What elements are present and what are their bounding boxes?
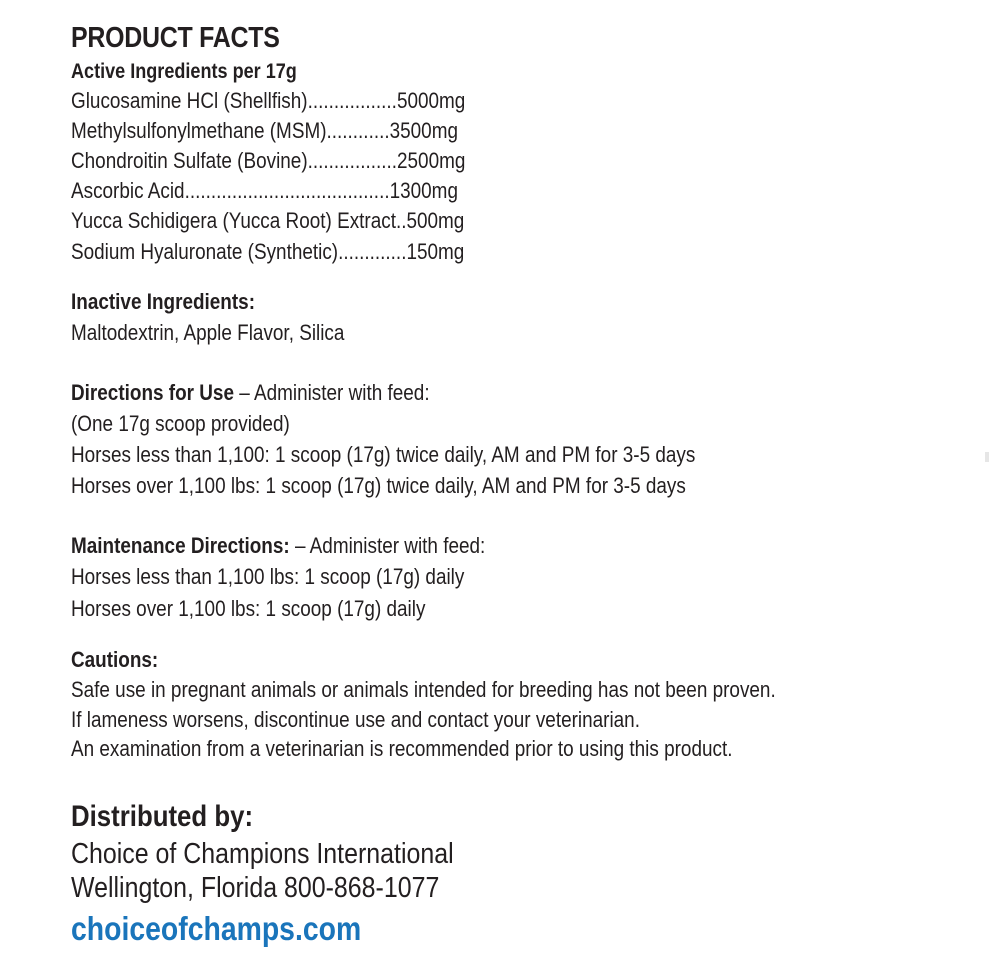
ingredient-row	[71, 116, 521, 146]
maintenance-line: Horses over 1,100 lbs: 1 scoop (17g) daily	[71, 596, 426, 621]
ingredient-amount: 500mg	[406, 208, 465, 233]
inactive-ingredients-heading: Inactive Ingredients:	[71, 289, 255, 314]
website-link[interactable]: choiceofchamps.com	[71, 910, 362, 947]
ingredient-name: Methylsulfonylmethane (MSM)	[71, 118, 327, 143]
active-ingredients-heading: Active Ingredients per 17g	[71, 60, 297, 83]
caution-line: If lameness worsens, discontinue use and contact your veterinarian.	[71, 707, 640, 732]
ingredient-amount: 1300mg	[389, 178, 458, 203]
caution-line: Safe use in pregnant animals or animals intended for breeding has not been proven.	[71, 677, 776, 702]
leader-dots: .............	[338, 239, 407, 264]
distributed-by-heading: Distributed by:	[71, 800, 254, 833]
ingredient-row	[71, 86, 530, 116]
ingredient-name: Glucosamine HCl (Shellfish)	[71, 88, 308, 113]
distributor-address: Wellington, Florida 800-868-1077	[71, 872, 440, 904]
ingredient-amount: 3500mg	[389, 118, 458, 143]
leader-dots: .................	[307, 148, 398, 173]
ingredient-row	[71, 176, 521, 206]
directions-heading-suffix: – Administer with feed:	[233, 380, 430, 405]
leader-dots: .................	[307, 88, 397, 113]
directions-heading	[71, 378, 488, 408]
directions-heading-label: Directions for Use	[71, 380, 234, 405]
ingredient-row	[71, 146, 530, 176]
distributor-name: Choice of Champions International	[71, 838, 454, 870]
leader-dots: ............	[326, 118, 390, 143]
edge-mark	[985, 452, 989, 462]
leader-dots: .......................................	[184, 178, 390, 203]
caution-line: An examination from a veterinarian is recommended prior to using this product.	[71, 736, 733, 761]
ingredient-name: Chondroitin Sulfate (Bovine)	[71, 148, 308, 173]
maintenance-heading	[71, 531, 553, 561]
ingredient-row	[71, 237, 528, 267]
ingredient-amount: 150mg	[406, 239, 465, 264]
ingredient-name: Ascorbic Acid	[71, 178, 185, 203]
ingredient-amount: 5000mg	[396, 88, 466, 113]
page-title: PRODUCT FACTS	[71, 22, 280, 54]
directions-line: (One 17g scoop provided)	[71, 411, 290, 436]
directions-line: Horses less than 1,100: 1 scoop (17g) twice daily, AM and PM for 3-5 days	[71, 442, 696, 467]
leader-dots: ..	[395, 208, 407, 233]
directions-line: Horses over 1,100 lbs: 1 scoop (17g) twice daily, AM and PM for 3-5 days	[71, 473, 686, 498]
ingredient-row	[71, 206, 528, 236]
ingredient-name: Yucca Schidigera (Yucca Root) Extract	[71, 208, 396, 233]
ingredient-amount: 2500mg	[397, 148, 466, 173]
cautions-heading: Cautions:	[71, 647, 159, 672]
maintenance-heading-label: Maintenance Directions:	[71, 533, 290, 558]
maintenance-heading-suffix: – Administer with feed:	[289, 533, 486, 558]
ingredient-name: Sodium Hyaluronate (Synthetic)	[71, 239, 339, 264]
maintenance-line: Horses less than 1,100 lbs: 1 scoop (17g) daily	[71, 564, 465, 589]
inactive-ingredients-text: Maltodextrin, Apple Flavor, Silica	[71, 320, 345, 345]
